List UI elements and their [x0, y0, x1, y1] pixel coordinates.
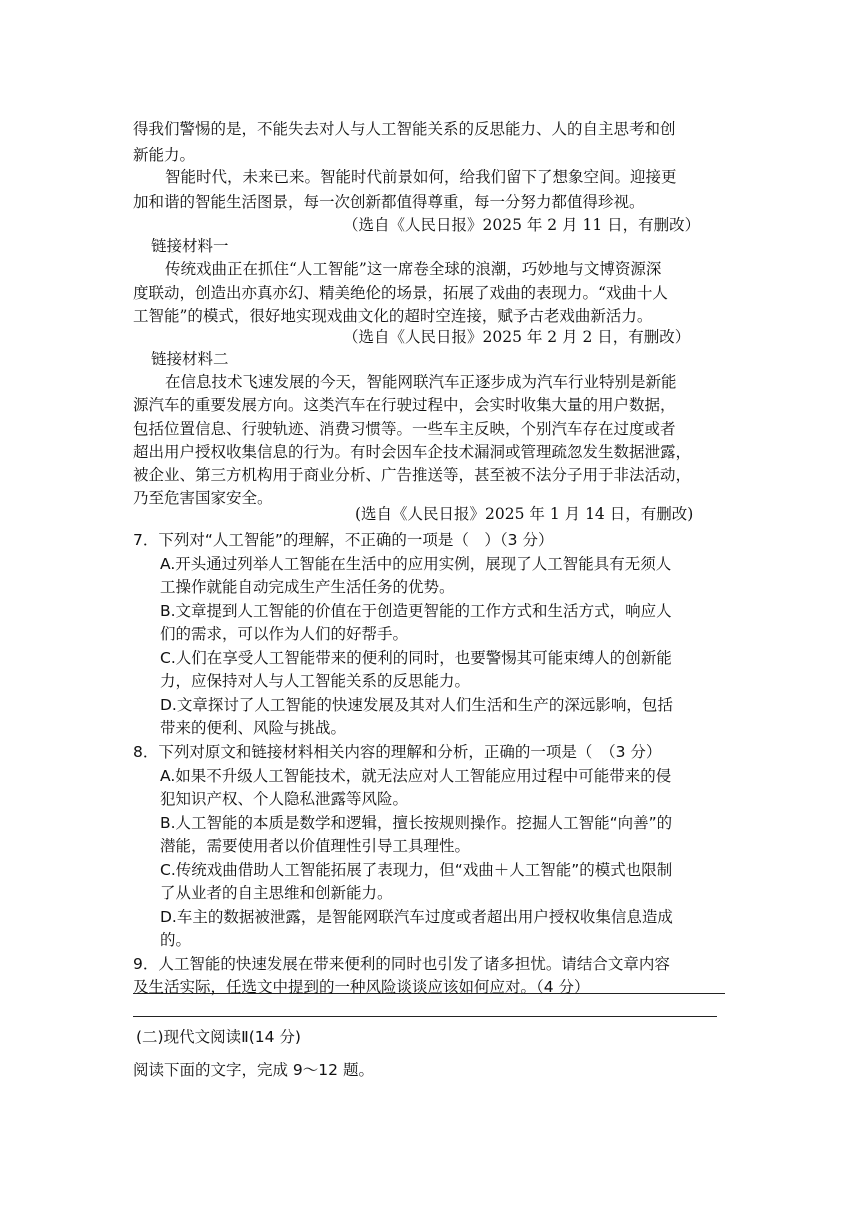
link1-heading: 链接材料一 [151, 237, 229, 255]
q9-stem: 9．人工智能的快速发展在带来便利的同时也引发了诸多担忧。请结合文章内容 [133, 955, 670, 973]
link2-line: 包括位置信息、行驶轨迹、消费习惯等。一些车主反映，个别汽车存在过度或者 [133, 420, 676, 438]
passage-line: 新能力。 [133, 146, 196, 164]
q7-option-d-cont: 带来的便利、风险与挑战。 [160, 719, 347, 737]
section-instruction: 阅读下面的文字，完成 9～12 题。 [133, 1061, 374, 1079]
passage-line: 加和谐的智能生活图景，每一次创新都值得尊重，每一分努力都值得珍视。 [133, 193, 645, 211]
q8-option-d: D.车主的数据被泄露，是智能网联汽车过度或者超出用户授权收集信息造成 [160, 908, 673, 926]
q7-option-a: A.开头通过列举人工智能在生活中的应用实例，展现了人工智能具有无须人 [160, 555, 672, 573]
q8-option-d-cont: 的。 [160, 931, 192, 949]
q7-option-a-cont: 工操作就能自动完成生产生活任务的优势。 [160, 578, 455, 596]
q8-stem: 8．下列对原文和链接材料相关内容的理解和分析，正确的一项是（ （3 分） [133, 743, 662, 761]
q7-option-b: B.文章提到人工智能的价值在于创造更智能的工作方式和生活方式，响应人 [160, 602, 672, 620]
section-title: (二)现代文阅读Ⅱ(14 分) [136, 1028, 301, 1046]
q7-option-c: C.人们在享受人工智能带来的便利的同时，也要警惕其可能束缚人的创新能 [160, 649, 672, 667]
q8-option-c: C.传统戏曲借助人工智能拓展了表现力，但“戏曲＋人工智能”的模式也限制 [160, 861, 673, 879]
q8-option-b-cont: 潜能，需要使用者以价值理性引导工具理性。 [160, 837, 471, 855]
q7-option-c-cont: 力，应保持对人与人工智能关系的反思能力。 [160, 672, 471, 690]
link1-line: 工智能”的模式，很好地实现戏曲文化的超时空连接，赋予古老戏曲新活力。 [133, 307, 653, 325]
link2-line: 乃至危害国家安全。 [133, 489, 273, 507]
q8-option-c-cont: 了从业者的自主思维和创新能力。 [160, 884, 393, 902]
link1-source: （选自《人民日报》2025 年 2 月 2 日，有删改） [343, 328, 691, 346]
passage-source: （选自《人民日报》2025 年 2 月 11 日，有删改） [343, 216, 701, 234]
q7-option-d: D.文章探讨了人工智能的快速发展及其对人们生活和生产的深远影响，包括 [160, 696, 673, 714]
q7-stem: 7．下列对“人工智能”的理解，不正确的一项是（ ）（3 分） [133, 531, 554, 549]
link2-line: 被企业、第三方机构用于商业分析、广告推送等，甚至被不法分子用于非法活动， [133, 466, 692, 484]
link2-source: (选自《人民日报》2025 年 1 月 14 日，有删改) [355, 505, 694, 523]
link2-line: 源汽车的重要发展方向。这类汽车在行驶过程中，会实时收集大量的用户数据， [133, 396, 676, 414]
link2-line: 在信息技术飞速发展的今天，智能网联汽车正逐步成为汽车行业特别是新能 [165, 373, 677, 391]
link1-line: 传统戏曲正在抓住“人工智能”这一席卷全球的浪潮，巧妙地与文博资源深 [165, 260, 662, 278]
q8-option-a-cont: 犯知识产权、个人隐私泄露等风险。 [160, 790, 409, 808]
answer-line[interactable] [133, 1016, 717, 1017]
passage-line: 智能时代，未来已来。智能时代前景如何，给我们留下了想象空间。迎接更 [165, 168, 677, 186]
q9-stem-cont: 及生活实际，任选文中提到的一种风险谈谈应该如何应对。（4 分） [133, 978, 590, 996]
passage-line: 得我们警惕的是，不能失去对人与人工智能关系的反思能力、人的自主思考和创 [133, 120, 676, 138]
q7-option-b-cont: 们的需求，可以作为人们的好帮手。 [160, 625, 409, 643]
answer-line[interactable] [133, 993, 725, 994]
link2-heading: 链接材料二 [151, 350, 229, 368]
q8-option-b: B.人工智能的本质是数学和逻辑，擅长按规则操作。挖掘人工智能“向善”的 [160, 814, 673, 832]
q8-option-a: A.如果不升级人工智能技术，就无法应对人工智能应用过程中可能带来的侵 [160, 767, 672, 785]
link2-line: 超出用户授权收集信息的行为。有时会因车企技术漏洞或管理疏忽发生数据泄露， [133, 443, 692, 461]
link1-line: 度联动，创造出亦真亦幻、精美绝伦的场景，拓展了戏曲的表现力。“戏曲十人 [133, 284, 668, 302]
